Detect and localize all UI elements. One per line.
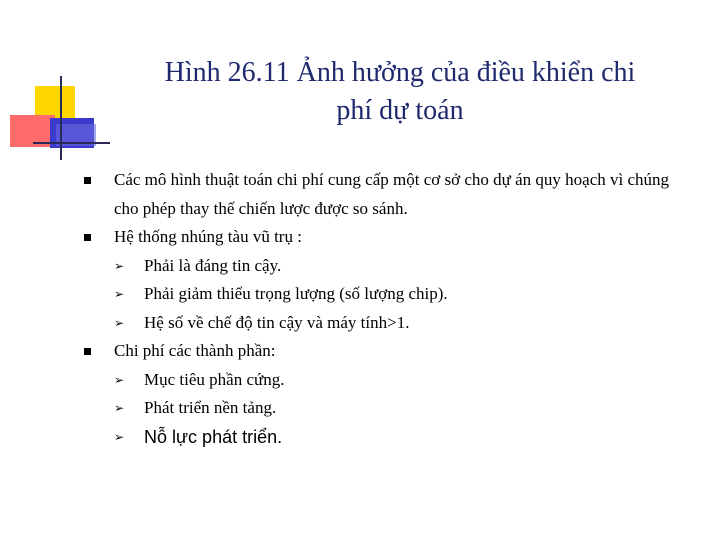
- sub-bullet-text: Hệ số về chế độ tin cậy và máy tính>1.: [144, 312, 410, 332]
- bullet-item: [84, 223, 684, 252]
- sub-bullet-text: Nỗ lực phát triển.: [144, 426, 283, 447]
- bullet-item: [84, 337, 684, 366]
- sub-bullet-item: [84, 280, 684, 309]
- bullet-item: [84, 166, 684, 223]
- bullet-text: Chi phí các thành phần:: [114, 341, 276, 360]
- square-bullet-icon: [84, 234, 91, 241]
- square-bullet-icon: [84, 348, 91, 355]
- sub-bullet-item: [84, 252, 684, 281]
- sub-bullet-item: [84, 394, 684, 423]
- arrow-bullet-icon: ➢: [114, 315, 125, 330]
- square-bullet-icon: [84, 177, 91, 184]
- arrow-bullet-icon: ➢: [114, 287, 125, 301]
- sub-bullet-text: Phải là đáng tin cậy.: [144, 255, 282, 275]
- sub-bullet-text: Mục tiêu phần cứng.: [144, 369, 285, 389]
- slide-content: [84, 166, 684, 452]
- sub-bullet-item: [84, 366, 684, 395]
- deco-yellow-square: [35, 86, 75, 118]
- bullet-text: Hệ thống nhúng tàu vũ trụ :: [114, 227, 302, 246]
- sub-bullet-text: Phát triển nền tảng.: [144, 398, 277, 417]
- arrow-bullet-icon: ➢: [114, 401, 125, 415]
- arrow-bullet-icon: ➢: [114, 429, 125, 444]
- arrow-bullet-icon: ➢: [114, 372, 125, 387]
- decorative-logo: [0, 0, 110, 170]
- slide-title: [100, 54, 700, 130]
- title-line-1: Hình 26.11 Ảnh hưởng của điều khiển chi: [164, 57, 636, 88]
- title-line-2: phí dự toán: [336, 95, 464, 126]
- arrow-bullet-icon: ➢: [114, 258, 125, 273]
- bullet-text: Các mô hình thuật toán chi phí cung cấp một cơ sở cho dự án quy hoạch vì chúng cho phép thay thế chiến lược được so sánh.: [114, 170, 670, 218]
- sub-bullet-text: Phải giảm thiểu trọng lượng (số lượng chip).: [144, 284, 448, 303]
- sub-bullet-item: [84, 423, 684, 453]
- sub-bullet-item: [84, 309, 684, 338]
